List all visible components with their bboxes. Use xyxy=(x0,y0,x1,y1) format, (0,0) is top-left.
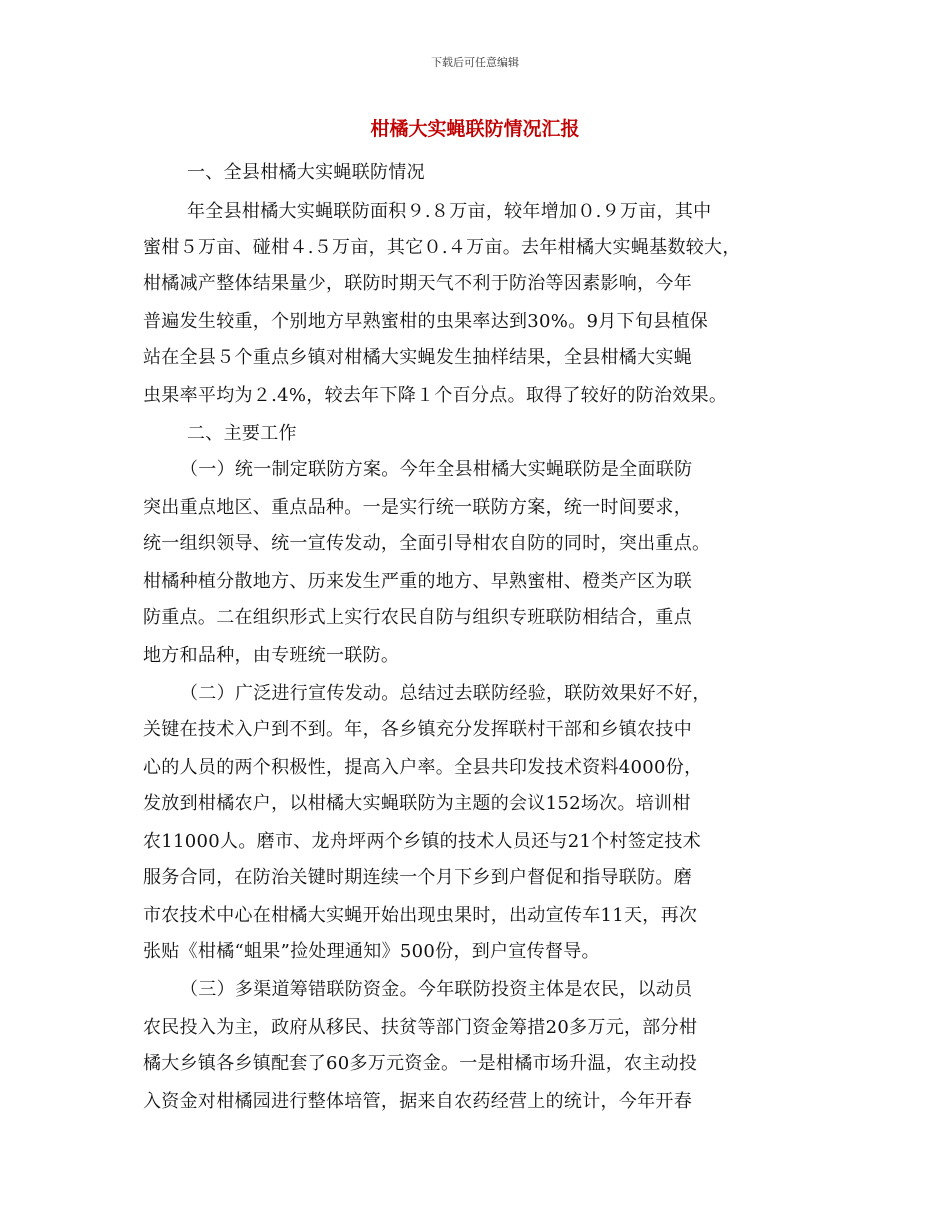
paragraph-line: （一）统一制定联防方案。今年全县柑橘大实蝇联防是全面联防 xyxy=(180,459,693,480)
paragraph-line: 发放到柑橘农户，以柑橘大实蝇联防为主题的会议152场次。培训柑 xyxy=(143,793,691,814)
paragraph-line: 蜜柑５万亩、碰柑４.５万亩，其它０.４万亩。去年柑橘大实蝇基数较大， xyxy=(143,237,741,258)
paragraph-line: 关键在技术入户到不到。年，各乡镇充分发挥联村干部和乡镇农技中 xyxy=(143,719,692,740)
paragraph-line: 防重点。二在组织形式上实行农民自防与组织专班联防相结合，重点 xyxy=(143,607,692,628)
paragraph-line: 农民投入为主，政府从移民、扶贫等部门资金筹措20多万元，部分柑 xyxy=(143,1017,698,1038)
paragraph-line: （三）多渠道筹错联防资金。今年联防投资主体是农民，以动员 xyxy=(180,979,693,1000)
paragraph-line: 统一组织领导、统一宣传发动，全面引导柑农自防的同时，突出重点。 xyxy=(143,533,711,554)
paragraph-line: 柑橘减产整体结果量少，联防时期天气不利于防治等因素影响，今年 xyxy=(143,273,692,294)
paragraph-line: 柑橘种植分散地方、历来发生严重的地方、早熟蜜柑、橙类产区为联 xyxy=(143,571,692,592)
paragraph-line: 站在全县５个重点乡镇对柑橘大实蝇发生抽样结果，全县柑橘大实蝇 xyxy=(143,347,692,368)
paragraph-line: 突出重点地区、重点品种。一是实行统一联防方案，统一时间要求， xyxy=(143,497,692,518)
paragraph-line: 地方和品种，由专班统一联防。 xyxy=(143,645,400,666)
section-heading-2: 二、主要工作 xyxy=(187,423,297,444)
paragraph-line: 服务合同，在防治关键时期连续一个月下乡到户督促和指导联防。磨 xyxy=(143,867,692,888)
paragraph-line: 心的人员的两个积极性，提高入户率。全县共印发技术资料4000份， xyxy=(143,757,703,778)
header-note: 下载后可任意编辑 xyxy=(431,56,519,69)
paragraph-line: （二）广泛进行宣传发动。总结过去联防经验，联防效果好不好， xyxy=(180,683,711,704)
paragraph-line: 市农技术中心在柑橘大实蝇开始出现虫果时，出动宣传车11天，再次 xyxy=(143,905,698,926)
paragraph-line: 虫果率平均为２.4%，较去年下降１个百分点。取得了较好的防治效果。 xyxy=(143,385,728,406)
paragraph-line: 橘大乡镇各乡镇配套了60多万元资金。一是柑橘市场升温，农主动投 xyxy=(143,1053,698,1074)
paragraph-line: 入资金对柑橘园进行整体培管，据来自农药经营上的统计，今年开春 xyxy=(143,1091,692,1112)
paragraph-line: 普遍发生较重，个别地方早熟蜜柑的虫果率达到30%。9月下旬县植保 xyxy=(143,311,709,332)
paragraph-line: 张贴《柑橘“蛆果”捡处理通知》500份，到户宣传督导。 xyxy=(143,941,600,962)
paragraph-line: 年全县柑橘大实蝇联防面积９.８万亩，较年增加０.９万亩，其中 xyxy=(187,201,712,222)
page-title: 柑橘大实蝇联防情况汇报 xyxy=(370,118,580,140)
section-heading-1: 一、全县柑橘大实蝇联防情况 xyxy=(187,162,425,183)
paragraph-line: 农11000人。磨市、龙舟坪两个乡镇的技术人员还与21个村签定技术 xyxy=(143,831,702,852)
